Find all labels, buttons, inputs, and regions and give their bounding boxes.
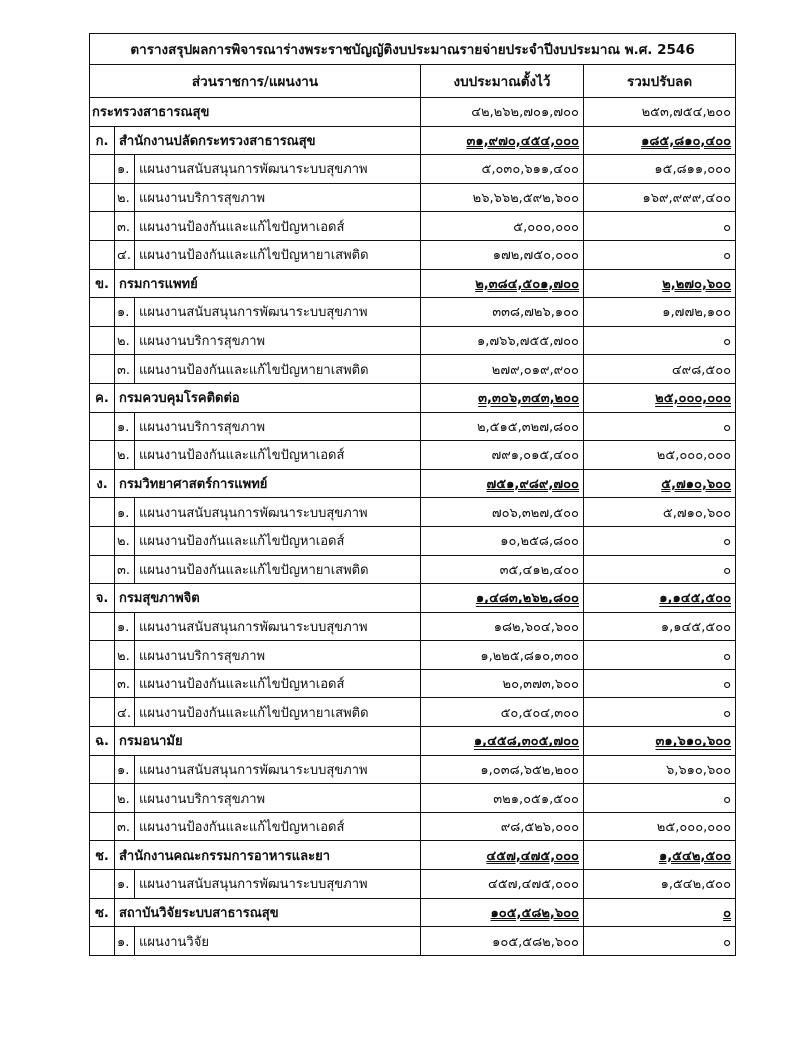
section-budget: ๑,๔๘๓,๒๖๒,๘๐๐ [421,584,584,613]
indent-cell [90,326,115,355]
indent-cell [90,412,115,441]
plan-index: ๒. [115,326,135,355]
plan-name: แผนงานป้องกันและแก้ไขปัญหายาเสพติด [135,698,421,727]
ministry-cut: ๒๕๓,๗๕๔,๒๐๐ [584,98,736,127]
section-cut: ๕,๗๑๐,๖๐๐ [584,469,736,498]
plan-cut: ๐ [584,412,736,441]
section-letter: จ. [90,584,115,613]
plan-name: แผนงานป้องกันและแก้ไขปัญหายาเสพติด [135,355,421,384]
plan-cut: ๑,๑๔๕,๕๐๐ [584,612,736,641]
indent-cell [90,183,115,212]
plan-name: แผนงานบริการสุขภาพ [135,784,421,813]
plan-cut: ๑๖๙,๙๙๙,๔๐๐ [584,183,736,212]
plan-name: แผนงานป้องกันและแก้ไขปัญหาเอดส์ [135,812,421,841]
section-name: สำนักงานปลัดกระทรวงสาธารณสุข [115,126,421,155]
plan-index: ๑. [115,870,135,899]
plan-cut: ๐ [584,784,736,813]
plan-index: ๒. [115,641,135,670]
plan-cut: ๒๕,๐๐๐,๐๐๐ [584,812,736,841]
section-name: กรมสุขภาพจิต [115,584,421,613]
plan-name: แผนงานสนับสนุนการพัฒนาระบบสุขภาพ [135,155,421,184]
plan-name: แผนงานป้องกันและแก้ไขปัญหาเอดส์ [135,669,421,698]
header-budget: งบประมาณตั้งไว้ [421,65,584,98]
plan-cut: ๐ [584,669,736,698]
section-cut: ๒๕,๐๐๐,๐๐๐ [584,383,736,412]
plan-budget: ๓๓๘,๗๒๖,๑๐๐ [421,298,584,327]
section-budget: ๗๕๑,๙๘๙,๗๐๐ [421,469,584,498]
plan-row [90,155,736,184]
plan-name: แผนงานสนับสนุนการพัฒนาระบบสุขภาพ [135,612,421,641]
plan-index: ๑. [115,155,135,184]
indent-cell [90,927,115,956]
section-letter: ข. [90,269,115,298]
plan-budget: ๗๙๑,๐๑๕,๔๐๐ [421,441,584,470]
section-name: กรมการแพทย์ [115,269,421,298]
section-row [90,383,736,412]
section-letter: ช. [90,841,115,870]
header-unit: ส่วนราชการ/แผนงาน [90,65,421,98]
plan-cut: ๐ [584,212,736,241]
section-row [90,584,736,613]
plan-index: ๔. [115,240,135,269]
plan-budget: ๔๕๗,๔๗๕,๐๐๐ [421,870,584,899]
section-budget: ๓๑,๙๗๐,๔๕๔,๐๐๐ [421,126,584,155]
section-name: กรมอนามัย [115,727,421,756]
plan-name: แผนงานบริการสุขภาพ [135,183,421,212]
plan-index: ๓. [115,555,135,584]
plan-row [90,298,736,327]
plan-budget: ๙๘,๕๒๖,๐๐๐ [421,812,584,841]
indent-cell [90,498,115,527]
plan-row [90,355,736,384]
plan-name: แผนงานป้องกันและแก้ไขปัญหาเอดส์ [135,212,421,241]
plan-index: ๑. [115,755,135,784]
plan-budget: ๑๐,๒๕๘,๘๐๐ [421,526,584,555]
plan-name: แผนงานวิจัย [135,927,421,956]
plan-index: ๓. [115,669,135,698]
plan-row [90,812,736,841]
plan-index: ๓. [115,212,135,241]
header-cut: รวมปรับลด [584,65,736,98]
plan-index: ๒. [115,526,135,555]
plan-row [90,326,736,355]
plan-row [90,669,736,698]
indent-cell [90,870,115,899]
section-budget: ๓,๓๐๖,๓๔๓,๒๐๐ [421,383,584,412]
plan-row [90,784,736,813]
indent-cell [90,812,115,841]
plan-index: ๒. [115,183,135,212]
section-cut: ๑,๑๔๕,๕๐๐ [584,584,736,613]
plan-name: แผนงานบริการสุขภาพ [135,412,421,441]
section-row [90,469,736,498]
plan-budget: ๒๖,๖๖๒,๕๙๒,๖๐๐ [421,183,584,212]
plan-budget: ๑,๐๓๘,๖๕๒,๒๐๐ [421,755,584,784]
section-row [90,269,736,298]
section-cut: ๐ [584,898,736,927]
section-cut: ๑๘๕,๘๑๐,๔๐๐ [584,126,736,155]
plan-budget: ๑๘๒,๖๐๔,๖๐๐ [421,612,584,641]
plan-cut: ๔๙๘,๕๐๐ [584,355,736,384]
plan-budget: ๕,๐๓๐,๖๑๑,๔๐๐ [421,155,584,184]
plan-cut: ๐ [584,526,736,555]
indent-cell [90,240,115,269]
plan-index: ๑. [115,298,135,327]
indent-cell [90,784,115,813]
plan-row [90,870,736,899]
plan-cut: ๑,๗๗๒,๑๐๐ [584,298,736,327]
plan-cut: ๑,๕๔๒,๕๐๐ [584,870,736,899]
indent-cell [90,698,115,727]
section-letter: ง. [90,469,115,498]
plan-row [90,612,736,641]
plan-index: ๓. [115,355,135,384]
plan-index: ๑. [115,612,135,641]
plan-name: แผนงานบริการสุขภาพ [135,641,421,670]
plan-cut: ๕,๗๑๐,๖๐๐ [584,498,736,527]
plan-cut: ๐ [584,240,736,269]
plan-name: แผนงานป้องกันและแก้ไขปัญหาเอดส์ [135,526,421,555]
plan-row [90,641,736,670]
plan-budget: ๒,๕๑๕,๓๒๗,๘๐๐ [421,412,584,441]
plan-name: แผนงานสนับสนุนการพัฒนาระบบสุขภาพ [135,755,421,784]
plan-index: ๑. [115,498,135,527]
table-title: ตารางสรุปผลการพิจารณาร่างพระราชบัญญัติงบประมาณรายจ่ายประจำปีงบประมาณ พ.ศ. 2546 [90,34,736,65]
plan-index: ๑. [115,927,135,956]
plan-budget: ๑๗๒,๗๕๐,๐๐๐ [421,240,584,269]
plan-row [90,240,736,269]
indent-cell [90,669,115,698]
plan-cut: ๐ [584,641,736,670]
plan-cut: ๐ [584,326,736,355]
section-name: กรมควบคุมโรคติดต่อ [115,383,421,412]
plan-row [90,526,736,555]
plan-budget: ๑,๒๒๕,๘๑๐,๓๐๐ [421,641,584,670]
section-letter: ซ. [90,898,115,927]
indent-cell [90,298,115,327]
plan-budget: ๓๕,๔๑๒,๔๐๐ [421,555,584,584]
section-cut: ๑,๕๔๒,๕๐๐ [584,841,736,870]
plan-budget: ๕,๐๐๐,๐๐๐ [421,212,584,241]
section-letter: ค. [90,383,115,412]
section-row [90,126,736,155]
budget-summary-sheet [89,33,735,956]
plan-index: ๓. [115,812,135,841]
plan-cut: ๐ [584,698,736,727]
section-cut: ๓๑,๖๑๐,๖๐๐ [584,727,736,756]
plan-row [90,698,736,727]
plan-row [90,555,736,584]
plan-cut: ๐ [584,555,736,584]
plan-cut: ๒๕,๐๐๐,๐๐๐ [584,441,736,470]
section-letter: ก. [90,126,115,155]
plan-cut: ๐ [584,927,736,956]
plan-budget: ๗๐๖,๓๒๗,๕๐๐ [421,498,584,527]
budget-table [89,33,736,956]
plan-name: แผนงานป้องกันและแก้ไขปัญหายาเสพติด [135,240,421,269]
plan-name: แผนงานสนับสนุนการพัฒนาระบบสุขภาพ [135,298,421,327]
plan-name: แผนงานป้องกันและแก้ไขปัญหาเอดส์ [135,441,421,470]
plan-cut: ๑๕,๘๑๑,๐๐๐ [584,155,736,184]
section-budget: ๑,๔๕๘,๓๐๕,๗๐๐ [421,727,584,756]
header-row [90,65,736,98]
section-name: สำนักงานคณะกรรมการอาหารและยา [115,841,421,870]
plan-index: ๒. [115,441,135,470]
plan-budget: ๒๗๙,๐๑๙,๙๐๐ [421,355,584,384]
plan-row [90,498,736,527]
plan-name: แผนงานสนับสนุนการพัฒนาระบบสุขภาพ [135,498,421,527]
plan-name: แผนงานบริการสุขภาพ [135,326,421,355]
title-row [90,34,736,65]
section-row [90,898,736,927]
plan-name: แผนงานสนับสนุนการพัฒนาระบบสุขภาพ [135,870,421,899]
plan-index: ๒. [115,784,135,813]
indent-cell [90,155,115,184]
plan-row [90,441,736,470]
plan-budget: ๒๐,๓๗๓,๖๐๐ [421,669,584,698]
plan-index: ๔. [115,698,135,727]
section-name: กรมวิทยาศาสตร์การแพทย์ [115,469,421,498]
indent-cell [90,212,115,241]
section-row [90,841,736,870]
ministry-name: กระทรวงสาธารณสุข [90,98,421,127]
indent-cell [90,641,115,670]
plan-row [90,755,736,784]
section-cut: ๒,๒๗๐,๖๐๐ [584,269,736,298]
indent-cell [90,441,115,470]
plan-budget: ๕๐,๕๐๔,๓๐๐ [421,698,584,727]
section-letter: ฉ. [90,727,115,756]
plan-budget: ๓๒๑,๐๕๑,๕๐๐ [421,784,584,813]
plan-name: แผนงานป้องกันและแก้ไขปัญหายาเสพติด [135,555,421,584]
indent-cell [90,555,115,584]
section-budget: ๔๕๗,๔๗๕,๐๐๐ [421,841,584,870]
indent-cell [90,526,115,555]
section-row [90,727,736,756]
plan-budget: ๑,๗๖๖,๗๕๕,๗๐๐ [421,326,584,355]
plan-row [90,927,736,956]
indent-cell [90,355,115,384]
section-budget: ๒,๓๘๔,๕๐๑,๗๐๐ [421,269,584,298]
plan-row [90,212,736,241]
plan-row [90,183,736,212]
plan-row [90,412,736,441]
ministry-budget: ๔๒,๒๖๒,๗๐๑,๗๐๐ [421,98,584,127]
indent-cell [90,612,115,641]
section-budget: ๑๐๕,๕๘๒,๖๐๐ [421,898,584,927]
section-name: สถาบันวิจัยระบบสาธารณสุข [115,898,421,927]
indent-cell [90,755,115,784]
ministry-row [90,98,736,127]
plan-budget: ๑๐๕,๕๘๒,๖๐๐ [421,927,584,956]
plan-cut: ๖,๖๑๐,๖๐๐ [584,755,736,784]
plan-index: ๑. [115,412,135,441]
